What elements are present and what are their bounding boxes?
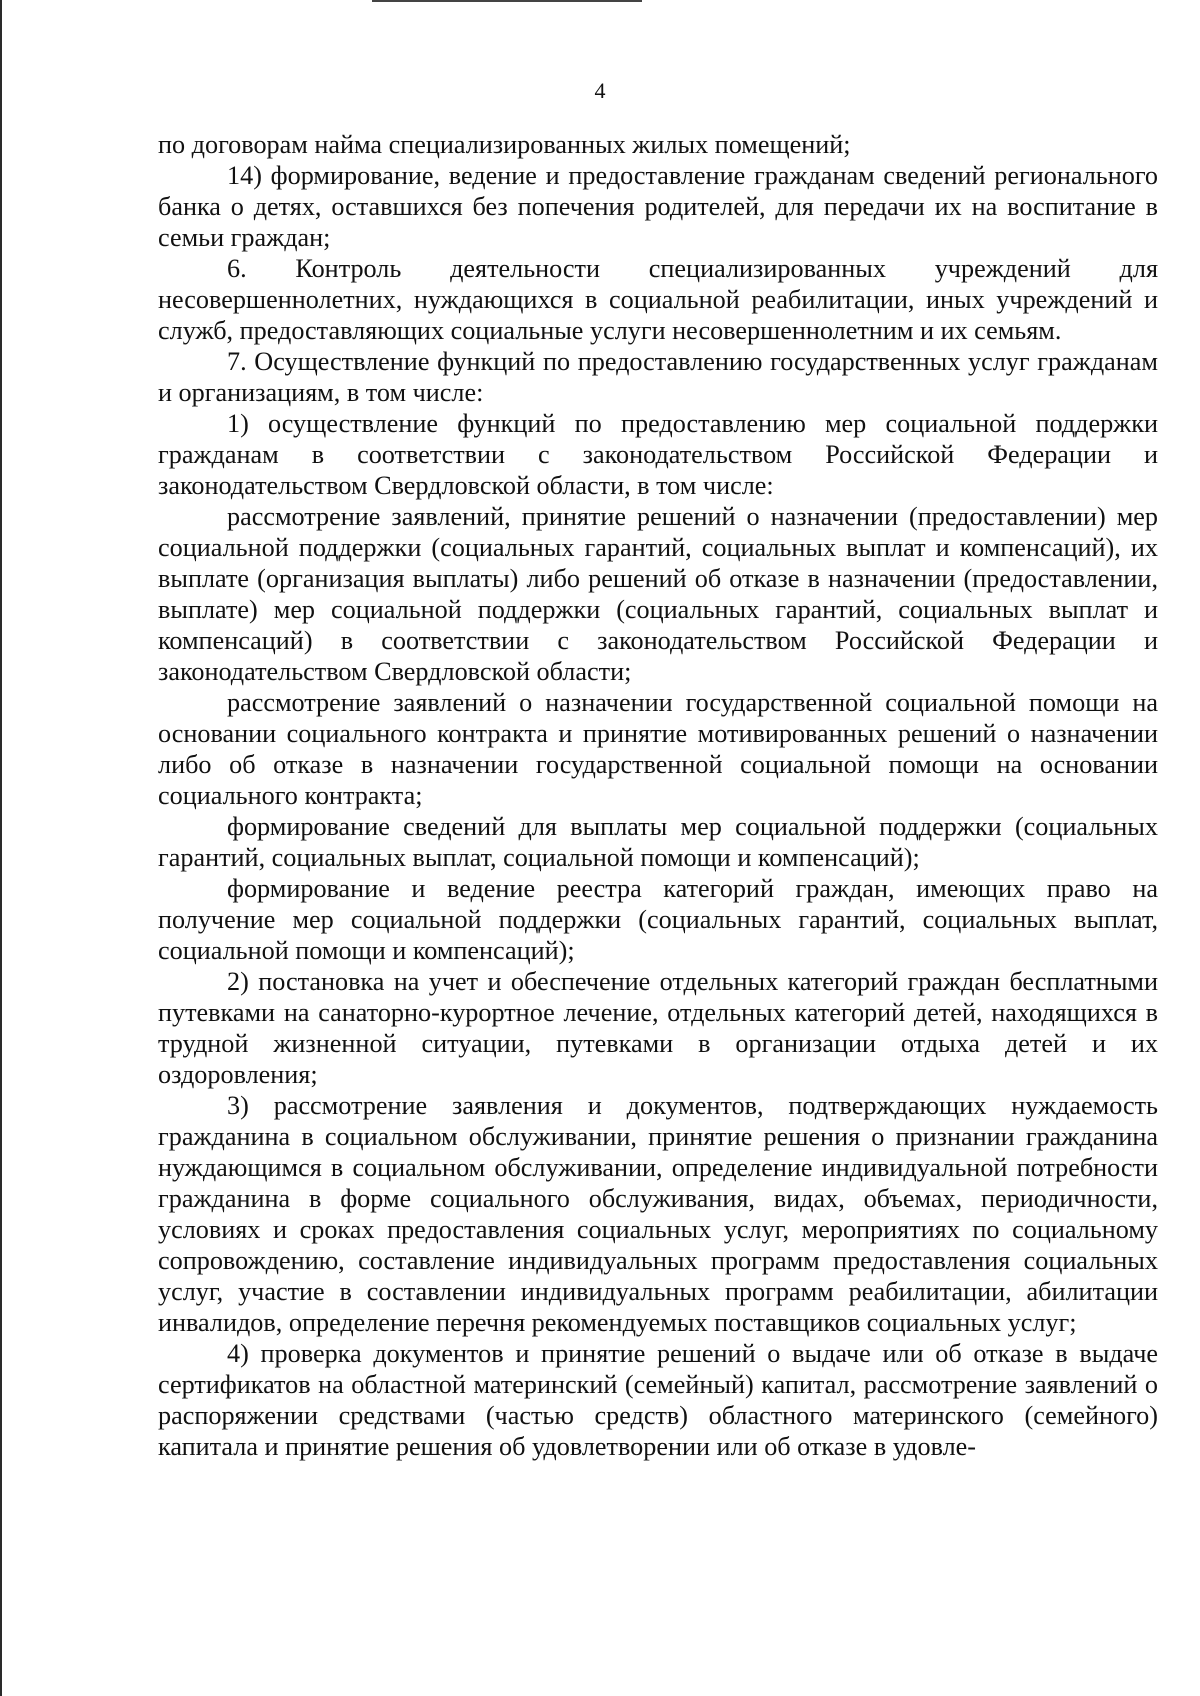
paragraph-section-7: 7. Осуществление функций по предоставлению государственных услуг гражданам и организациям, в том числе: bbox=[158, 347, 1158, 407]
scan-left-edge bbox=[0, 0, 2, 1696]
paragraph-applications-review: рассмотрение заявлений, принятие решений о назначении (предоставлении) мер социальной поддержки (социальных гарантий, социальных выплат и компенсаций), их выплате (организация выплаты) либо решений об отказе в назначении (предоставлении, выплате) мер социальной поддержки (социальных гарантий, социальных выплат и компенсаций) в соответствии с законодательством Российской Федерации и законодательством Свердловской области; bbox=[158, 502, 1158, 686]
paragraph-item-1: 1) осуществление функций по предоставлению мер социальной поддержки гражданам в соответствии с законодательством Российской Федерации и законодательством Свердловской области, в том числе: bbox=[158, 409, 1158, 500]
paragraph-registry: формирование и ведение реестра категорий граждан, имеющих право на получение мер социальной поддержки (социальных гарантий, социальных выплат, социальной помощи и компенсаций); bbox=[158, 874, 1158, 965]
paragraph-continuation: по договорам найма специализированных жилых помещений; bbox=[158, 130, 851, 159]
scan-top-mark bbox=[372, 0, 642, 2]
paragraph-item-2: 2) постановка на учет и обеспечение отдельных категорий граждан бесплатными путевками на санаторно-курортное лечение, отдельных категорий детей, находящихся в трудной жизненной ситуации, путевками в организации отдыха детей и их оздоровления; bbox=[158, 967, 1158, 1089]
document-body bbox=[158, 129, 1158, 1462]
paragraph-item-4: 4) проверка документов и принятие решений о выдаче или об отказе в выдаче сертификатов на областной материнский (семейный) капитал, рассмотрение заявлений о распоряжении средствами (частью средств) областного материнского (семейного) капитала и принятие решения об удовлетворении или об отказе в удовле- bbox=[158, 1339, 1158, 1461]
paragraph-item-3: 3) рассмотрение заявления и документов, подтверждающих нуждаемость гражданина в социальном обслуживании, принятие решения о признании гражданина нуждающимся в социальном обслуживании, определение индивидуальной потребности гражданина в форме социального обслуживания, видах, объемах, периодичности, условиях и сроках предоставления социальных услуг, мероприятиях по социальному сопровождению, составление индивидуальных программ предоставления социальных услуг, участие в составлении индивидуальных программ реабилитации, абилитации инвалидов, определение перечня рекомендуемых поставщиков социальных услуг; bbox=[158, 1091, 1158, 1337]
page-number: 4 bbox=[594, 78, 606, 103]
paragraph-item-14: 14) формирование, ведение и предоставление гражданам сведений регионального банка о детях, оставшихся без попечения родителей, для передачи их на воспитание в семьи граждан; bbox=[158, 161, 1158, 252]
paragraph-payment-info: формирование сведений для выплаты мер социальной поддержки (социальных гарантий, социальных выплат, социальной помощи и компенсаций); bbox=[158, 812, 1158, 872]
paragraph-section-6: 6. Контроль деятельности специализированных учреждений для несовершеннолетних, нуждающихся в социальной реабилитации, иных учреждений и служб, предоставляющих социальные услуги несовершеннолетним и их семьям. bbox=[158, 254, 1158, 345]
paragraph-social-contract: рассмотрение заявлений о назначении государственной социальной помощи на основании социального контракта и принятие мотивированных решений о назначении либо об отказе в назначении государственной социальной помощи на основании социального контракта; bbox=[158, 688, 1158, 810]
